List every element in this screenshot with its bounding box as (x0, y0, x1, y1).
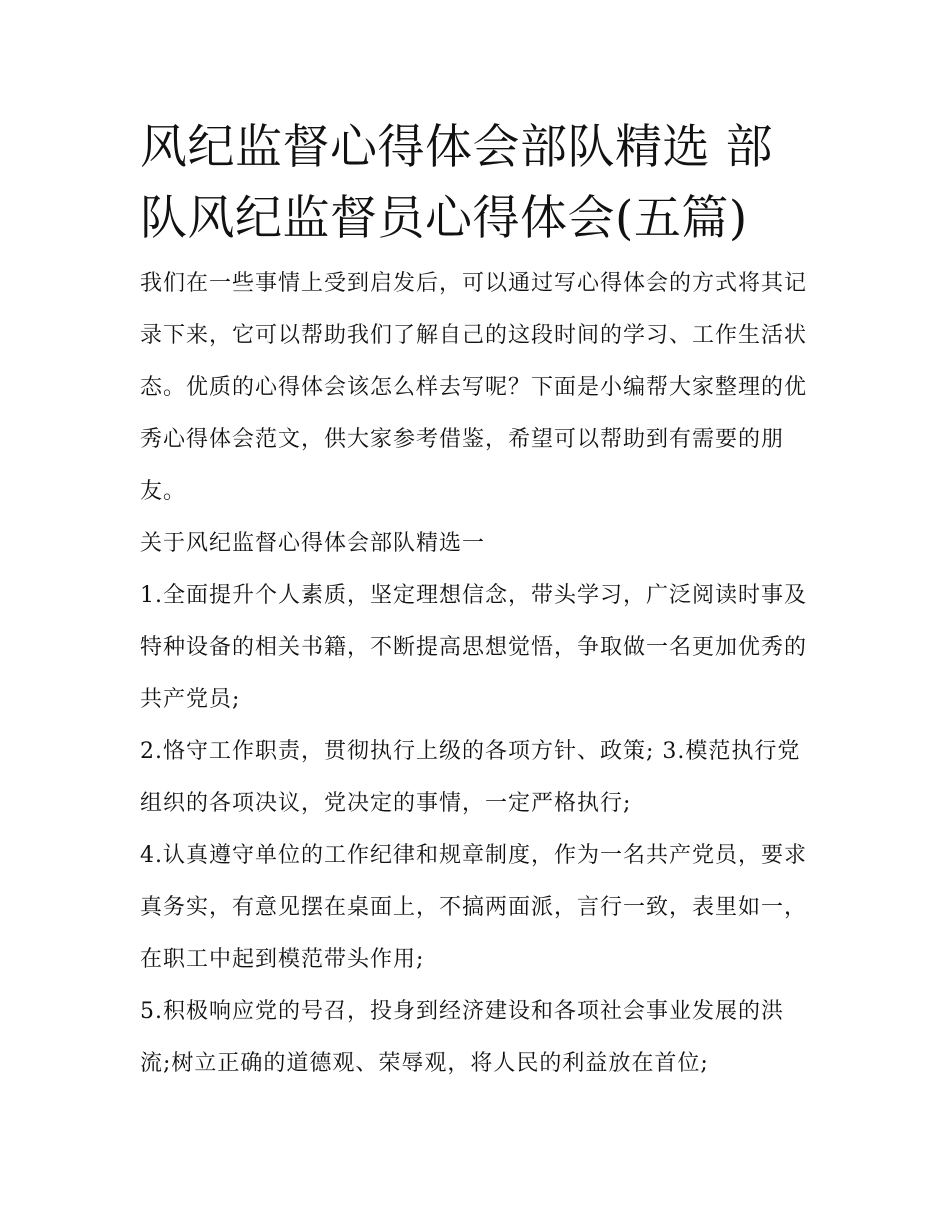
section-heading: 关于风纪监督心得体会部队精选一 (140, 531, 486, 556)
list-item-1: 1.全面提升个人素质，坚定理想信念，带头学习，广泛阅读时事及特种设备的相关书籍，不断提高思想觉悟，争取做一名更加优秀的共产党员; (140, 583, 808, 712)
intro-paragraph: 我们在一些事情上受到启发后，可以通过写心得体会的方式将其记录下来，它可以帮助我们了解自己的这段时间的学习、工作生活状态。优质的心得体会该怎么样去写呢？下面是小编帮大家整理的优秀心得体会范文，供大家参考借鉴，希望可以帮助到有需要的朋友。 (140, 271, 808, 504)
document-body (140, 112, 815, 1090)
list-item-2-3: 2.恪守工作职责，贯彻执行上级的各项方针、政策; 3.模范执行党组织的各项决议，党决定的事情，一定严格执行; (140, 739, 801, 816)
list-item-4: 4.认真遵守单位的工作纪律和规章制度，作为一名共产党员，要求真务实，有意见摆在桌面上，不搞两面派，言行一致，表里如一，在职工中起到模范带头作用; (140, 843, 808, 972)
list-item-5: 5.积极响应党的号召，投身到经济建设和各项社会事业发展的洪流;树立正确的道德观、荣辱观，将人民的利益放在首位; (140, 999, 784, 1076)
document-title: 风纪监督心得体会部队精选 部队风纪监督员心得体会(五篇) (140, 120, 773, 246)
